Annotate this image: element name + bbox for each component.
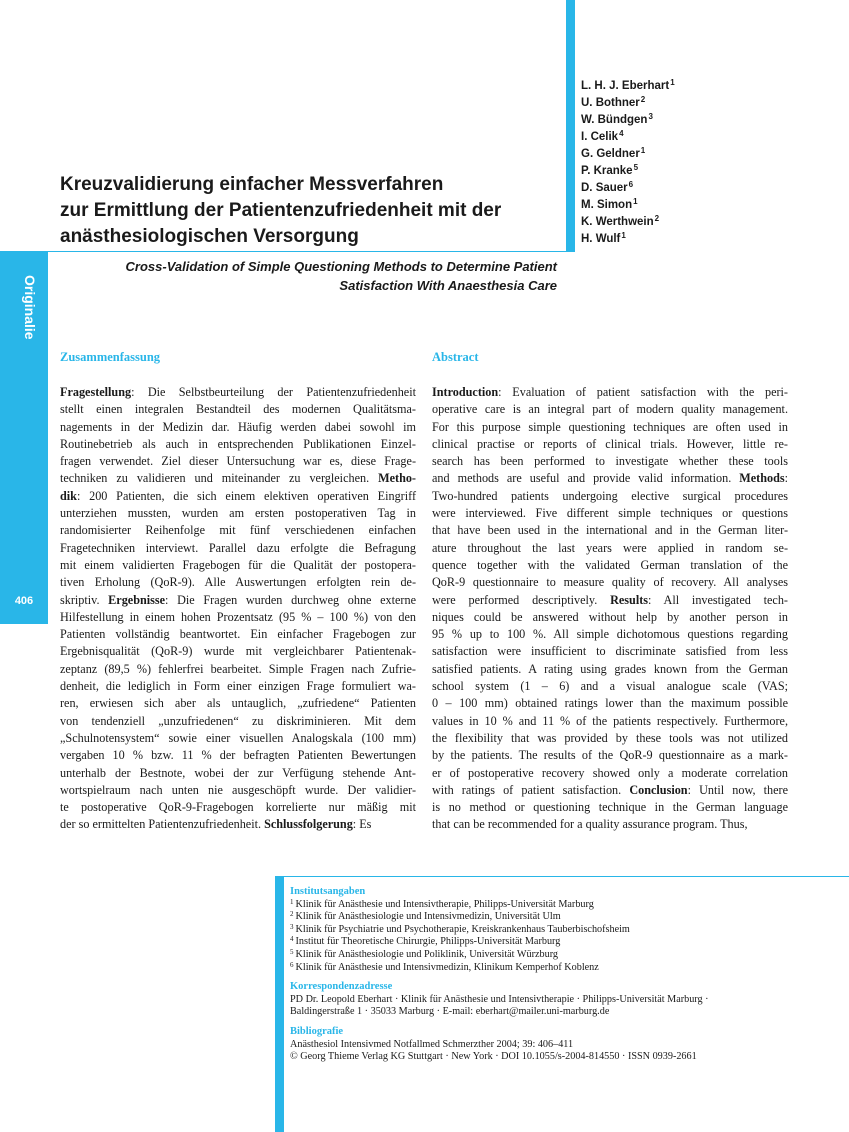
text-line [432,799,788,816]
text-line [60,470,416,487]
text-line [432,401,788,418]
text-line [60,799,416,816]
institution-item [290,924,840,937]
text-segment: zeptanz (89,5 %) fehlerfrei bearbeitet. Simple Fragen nach Zufrie- [60,661,416,676]
text-segment: Hilfestellung in einem hohen Prozentsatz (95 % – 100 %) von den [60,609,416,624]
keyword: Metho- [378,471,416,486]
institution-name: Klinik für Psychiatrie und Psychotherapie, Kreiskrankenhaus Tauberbischofsheim [295,923,630,935]
institution-name: Klinik für Anästhesiologie und Intensivmedizin, Universität Ulm [295,911,561,923]
author-name: D. Sauer [581,182,628,194]
text-line [432,453,788,470]
footer-divider [284,876,849,877]
text-segment: denheit, die lediglich in Form einer einzigen Frage formuliert wa- [60,679,416,694]
text-segment: : 200 Patienten, die sich einem elektiven operativen Eingriff [76,488,416,503]
text-line [432,816,788,833]
text-segment: tiven Erholung (QoR-9). Alle Auswertungen erfolgten rein de- [60,575,416,590]
page-number: 406 [14,595,34,607]
correspondence-line: Baldingerstraße 1 · 35033 Marburg · E-mail: eberhart@mailer.uni-marburg.de [290,1006,610,1018]
keyword: Conclusion [629,782,688,797]
text-line [60,661,416,678]
text-segment: is no method or questioning technique in the German language [432,800,788,815]
text-segment: „Schulnotensystem“ sowie einer visuellen Analogskala (100 mm) [60,730,416,745]
author-item [581,197,675,214]
institution-item [290,899,840,912]
author-item [581,146,675,163]
text-line [432,661,788,678]
author-affiliation-mark: 1 [633,197,638,206]
text-segment: te postoperative QoR-9-Fragebogen korrelierte nur mäßig mit [60,800,416,815]
author-affiliation-mark: 1 [621,231,626,240]
title-line: anästhesiologischen Versorgung [60,226,359,247]
footer-accent-bar [275,876,284,1132]
section-label: Originalie [22,275,38,340]
text-line [432,470,788,487]
text-segment: with ratings of patient satisfaction. [432,782,630,797]
text-segment: randomisierter Reihenfolge mit fünf verschiedenen einfachen [60,523,416,538]
text-line [60,540,416,557]
text-segment: were interviewed. Five different simple techniques or questions [432,506,788,521]
institution-number: 1 [290,897,294,906]
text-segment: stellt einen integralen Bestandteil des modernen Qualitätsma- [60,402,416,417]
text-line [60,557,416,574]
text-line [60,765,416,782]
keyword: dik [60,488,77,503]
author-item [581,78,675,95]
abstract-text [432,384,788,834]
institution-item [290,949,840,962]
text-segment: satisfied patients. A rating using grades known from the German [432,661,788,676]
text-segment: techniken zu validieren und miteinander zu vergleichen. [60,471,379,486]
text-segment: : All investigated tech- [648,592,788,607]
text-segment: : Die Fragen wurden durchweg ohne externe [165,592,416,607]
author-list [581,78,675,248]
text-line [432,419,788,436]
zusammenfassung-heading: Zusammenfassung [60,350,161,364]
text-line [60,678,416,695]
correspondence-heading: Korrespondenzadresse [290,981,393,993]
text-segment: : Until now, there [687,782,788,797]
text-line [432,747,788,764]
text-line [60,713,416,730]
text-line [432,574,788,591]
bibliography-heading: Bibliografie [290,1025,344,1037]
text-segment: mit einem validierten Fragebogen für die Qualität der postopera- [60,557,416,572]
author-affiliation-mark: 2 [640,95,646,104]
institution-item [290,911,840,924]
text-segment: search has been performed to investigate whether these tools [432,454,788,469]
text-line [60,505,416,522]
header-accent-bar [566,0,575,252]
text-line [60,816,416,833]
keyword: Schlussfolgerung [264,817,353,832]
title-line: zur Ermittlung der Patientenzufriedenheit mit der [60,200,502,221]
text-segment: von tendenziell „unzufriedenen“ zu diskriminieren. Mit dem [60,713,416,728]
text-line [60,747,416,764]
text-line [432,730,788,747]
subtitle-line: Cross-Validation of Simple Questioning Methods to Determine Patient [125,259,557,274]
text-segment: : Es [352,817,372,832]
title-divider [0,251,566,252]
text-line [432,713,788,730]
author-name: G. Geldner [581,148,640,160]
text-segment: fragen verwendet. Ziel dieser Untersuchung war es, diese Frage- [60,454,416,469]
text-segment: satisfaction were insufficient to discriminate satisfied from less [432,644,788,659]
text-line [432,505,788,522]
text-line [60,643,416,660]
institutions-heading: Institutsangaben [290,886,366,897]
text-segment: and methods are useful and provide valid information. [432,471,740,486]
text-segment: values in 10 % and 11 % of the patients respectively. Furthermore, [432,713,788,728]
correspondence-line: PD Dr. Leopold Eberhart · Klinik für Anästhesie und Intensivtherapie · Philipps-Universität Marburg · [290,993,709,1005]
institution-number: 2 [290,910,294,919]
author-affiliation-mark: 4 [619,129,624,138]
correspondence-address [290,994,840,1019]
author-item [581,180,675,197]
text-line [432,557,788,574]
text-line [60,384,416,401]
text-segment: vergaben 10 % bzw. 11 % der befragten Patienten Bewertungen [60,748,416,763]
abstract-heading: Abstract [432,350,479,364]
text-segment: by the patients. The results of the QoR-9 questionnaire as a mark- [432,748,788,763]
text-segment: 0 – 100 mm) obtained ratings lower than the maximum possible [432,696,788,711]
text-segment: Routinebetrieb als auch in entsprechenden Publikationen Einzel- [60,436,416,451]
author-name: H. Wulf [581,233,621,245]
text-segment: niques could be answered without help by another person in [432,609,788,624]
text-line [60,574,416,591]
text-line [60,436,416,453]
text-segment: ren, erwiesen sich aber als untauglich, „zufriedene“ Patienten [60,696,416,711]
text-line [60,522,416,539]
keyword: Introduction [432,385,499,399]
author-name: L. H. J. Eberhart [581,80,670,92]
article-footer [290,886,840,1064]
text-line [60,730,416,747]
text-line [60,782,416,799]
author-name: K. Werthwein [581,216,654,228]
author-name: I. Celik [581,131,619,143]
text-line [432,609,788,626]
author-affiliation-mark: 1 [640,146,646,155]
text-line [432,436,788,453]
institution-number: 4 [290,935,294,944]
institution-number: 3 [290,922,294,931]
text-segment: that have been used in the international and in the German liter- [432,523,788,538]
text-segment: 95 % up to 100 %. All simple dichotomous questions regarding [432,627,788,642]
text-segment: Two-hundred patients undergoing elective surgical procedures [432,488,788,503]
text-line [432,643,788,660]
zusammenfassung-text [60,384,416,834]
keyword: Methods [739,471,785,486]
text-line [432,678,788,695]
institutions-list [290,899,840,975]
text-segment: For this purpose simple questioning techniques are often used in [432,419,788,434]
author-affiliation-mark: 6 [628,180,634,189]
author-name: W. Bündgen [581,114,648,126]
text-line [60,419,416,436]
text-segment: : Evaluation of patient satisfaction with the peri- [498,385,788,399]
author-name: P. Kranke [581,165,633,177]
text-line [60,626,416,643]
text-line [432,540,788,557]
author-item [581,129,675,146]
author-affiliation-mark: 3 [648,112,653,121]
text-segment: Patienten vollständig beantwortet. Ein einfacher Fragebogen zur [60,627,416,642]
keyword: Results [610,592,649,607]
text-segment: nagements in der Medizin dar. Häufig werden dabei sowohl im [60,419,416,434]
text-segment: the flexibility that was provided by these tools was not utilized [432,730,788,745]
article-subtitle-en [100,257,557,295]
text-segment: Ergebnisqualität (QoR-9) wurde mit vergleichbarer Patientenak- [60,644,416,659]
institution-name: Institut für Theoretische Chirurgie, Philipps-Universität Marburg [295,936,561,948]
text-line [432,626,788,643]
text-segment: clinical practise or reports of clinical trials. However, little re- [432,436,788,451]
author-name: U. Bothner [581,97,640,109]
text-line [432,695,788,712]
author-affiliation-mark: 5 [633,163,639,172]
institution-name: Klinik für Anästhesie und Intensivmedizin, Klinikum Kemperhof Koblenz [295,961,599,973]
text-line [60,609,416,626]
text-line [60,453,416,470]
text-line [432,782,788,799]
institution-item [290,962,840,975]
author-affiliation-mark: 2 [654,214,660,223]
text-line [60,592,416,609]
institution-number: 6 [290,960,294,969]
text-segment: operative care is an integral part of modern quality management. [432,402,788,417]
author-affiliation-mark: 1 [670,78,675,87]
article-title [60,172,560,250]
text-segment: Fragetechniken interviewt. Parallel dazu erfolgte die Befragung [60,540,416,555]
text-segment: unterhalb der Bestnote, wobei der zur Verfügung stehende Ant- [60,765,416,780]
title-line: Kreuzvalidierung einfacher Messverfahren [60,174,444,195]
text-line [60,488,416,505]
text-segment: school system (1 – 6) and a visual analogue scale (VAS; [432,679,788,694]
author-item [581,112,675,129]
text-segment: : [784,471,788,486]
text-segment: that can be recommended for a quality assurance program. Thus, [432,817,748,832]
author-item [581,214,675,231]
text-line [432,765,788,782]
text-line [432,488,788,505]
text-line [432,384,788,401]
institution-number: 5 [290,947,294,956]
text-line [432,592,788,609]
text-segment: were performed descriptively. [432,592,611,607]
text-segment: ature throughout the last years were applied in random se- [432,540,788,555]
text-line [60,401,416,418]
text-segment: wortspielraum nach unten nie ausgeschöpft wurde. Der validier- [60,782,416,797]
subtitle-line: Satisfaction With Anaesthesia Care [339,278,557,293]
text-segment: der so ermittelten Patientenzufriedenheit. [60,817,265,832]
text-segment: : Die Selbstbeurteilung der Patientenzufriedenheit [131,385,416,399]
author-item [581,231,675,248]
text-segment: QoR-9 questionnaire to measure quality of recovery. All analyses [432,575,788,590]
keyword: Fragestellung [60,385,132,399]
text-line [432,522,788,539]
bibliography-line: © Georg Thieme Verlag KG Stuttgart · New York · DOI 10.1055/s-2004-814550 · ISSN 0939-2661 [290,1051,697,1063]
author-name: M. Simon [581,199,633,211]
bibliography [290,1039,840,1064]
keyword: Ergebnisse [108,592,166,607]
institution-name: Klinik für Anästhesie und Intensivtherapie, Philipps-Universität Marburg [295,898,594,910]
text-segment: skriptiv. [60,592,109,607]
institution-name: Klinik für Anästhesiologie und Poliklinik, Universität Würzburg [295,948,558,960]
bibliography-line: Anästhesiol Intensivmed Notfallmed Schmerzther 2004; 39: 406–411 [290,1038,574,1050]
text-line [60,695,416,712]
institution-item [290,936,840,949]
text-segment: quence together with the validated German translation of the [432,557,788,572]
author-item [581,163,675,180]
author-item [581,95,675,112]
text-segment: er of postoperative recovery showed only a moderate correlation [432,765,788,780]
text-segment: unterziehen mussten, wurden am ersten postoperativen Tag in [60,506,416,521]
